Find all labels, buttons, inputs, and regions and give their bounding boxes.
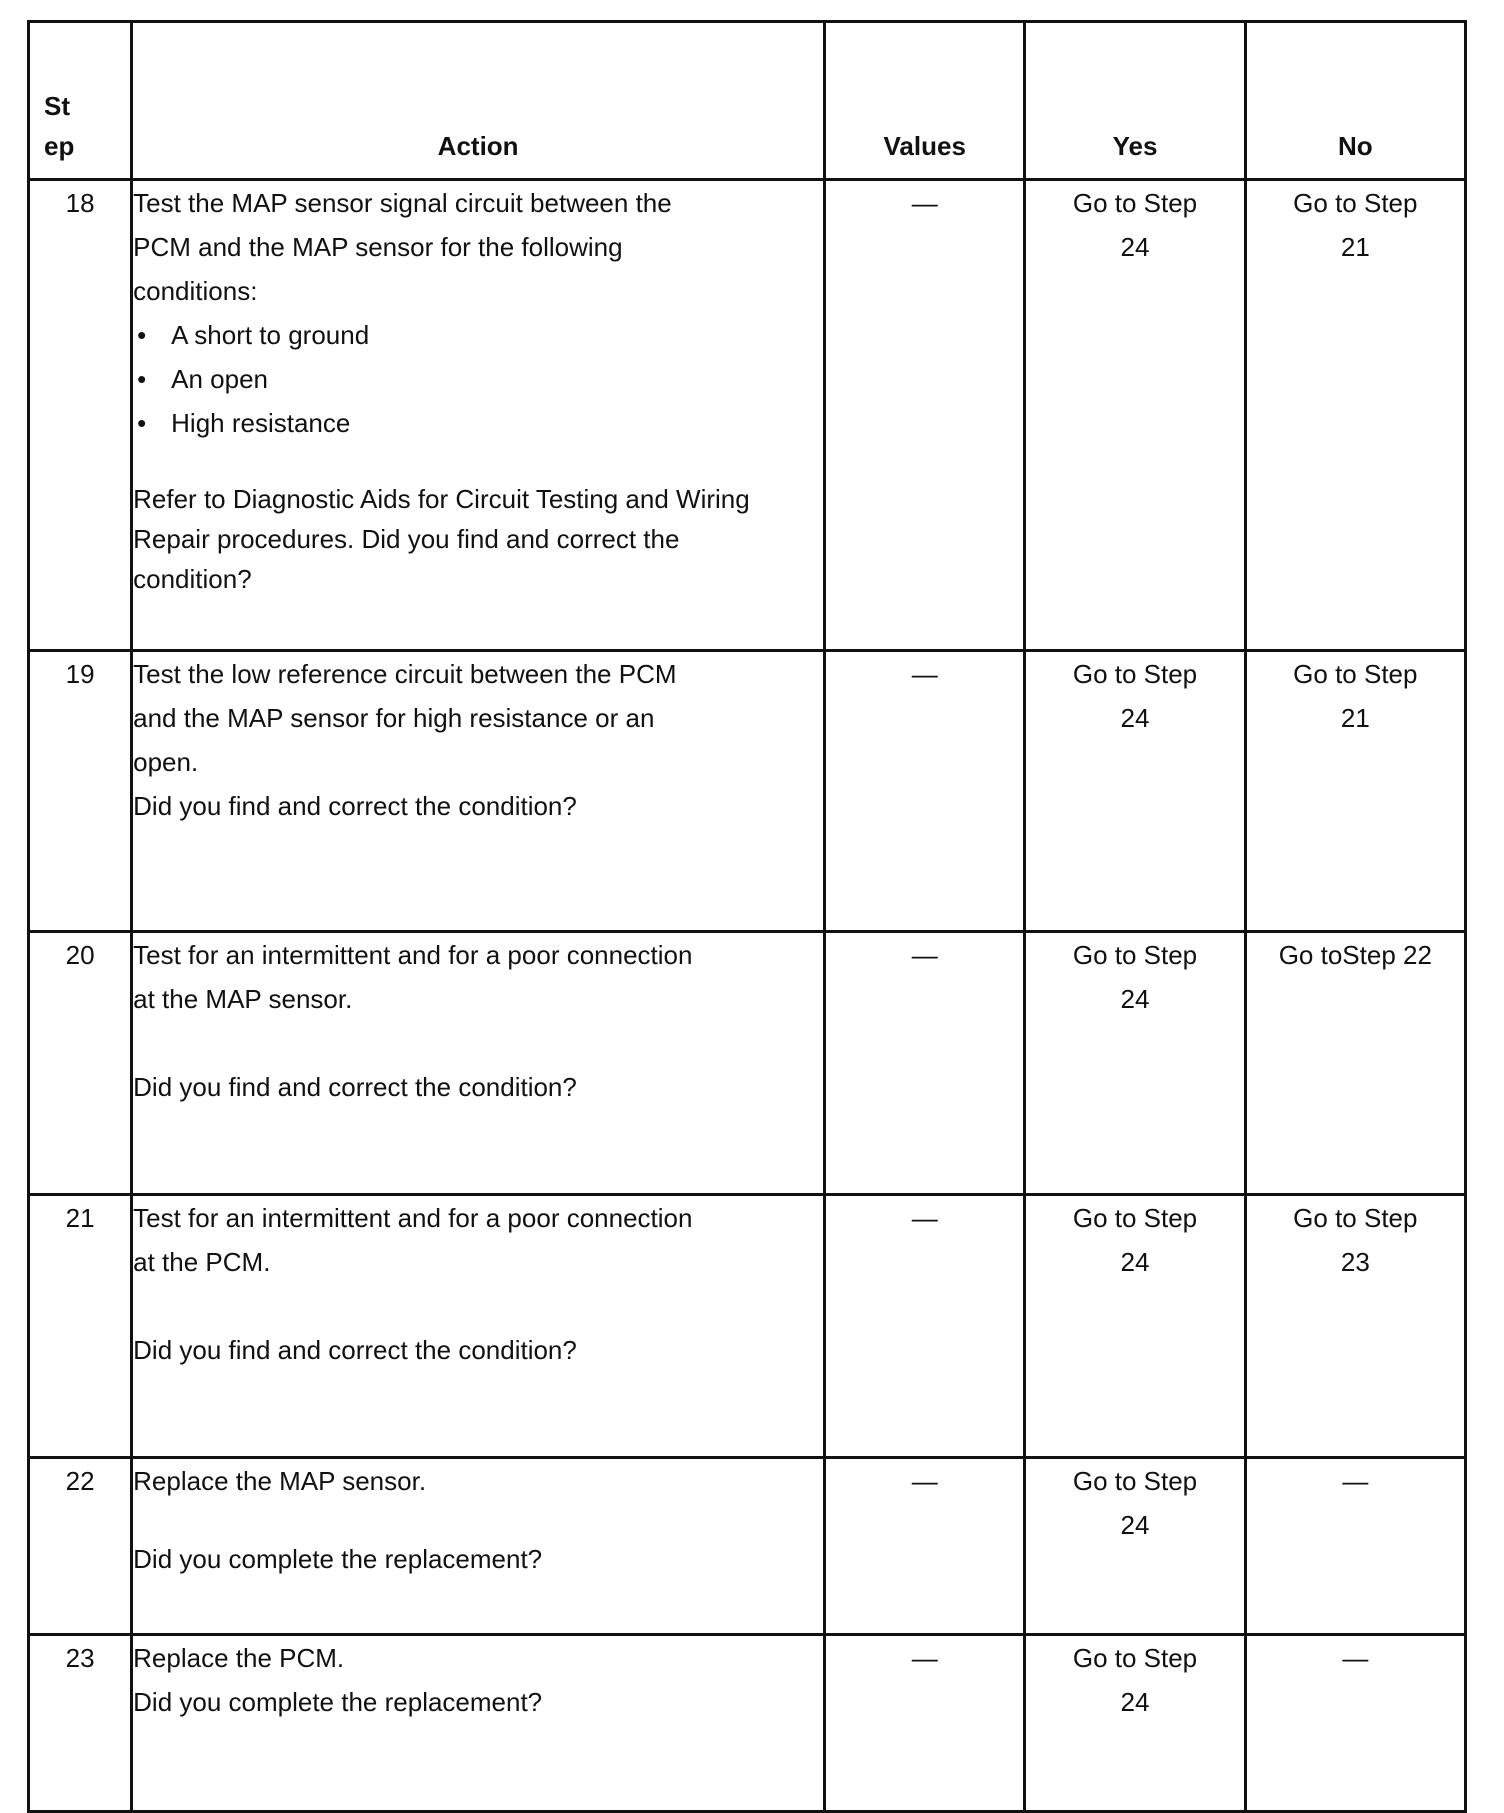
action-cell [132,651,825,932]
action-question: Did you complete the replacement? [133,1687,543,1717]
bullet-dot-icon: • [137,364,147,394]
yes-goto-label: Go to Step [1072,659,1198,689]
no-cell [1245,180,1465,651]
yes-goto-step: 24 [1120,1510,1150,1540]
header-no: No [1245,22,1465,180]
bullet-text: A short to ground [171,320,370,350]
header-values: Values [825,22,1025,180]
action-cell [132,1635,825,1812]
yes-goto-step: 24 [1120,232,1150,262]
action-line: conditions: [133,276,258,306]
no-goto-label: Go to Step [1293,188,1418,218]
bullet-item [133,401,823,445]
values-dash: — [911,1466,938,1496]
yes-cell [1025,1195,1245,1458]
bullet-dot-icon: • [137,320,147,350]
action-line: Test the MAP sensor signal circuit between the [133,188,672,218]
no-cell [1245,1195,1465,1458]
values-cell [825,180,1025,651]
values-cell [825,932,1025,1195]
table-row-step-22 [29,1458,1466,1635]
table-row-step-20 [29,932,1466,1195]
bullet-dot-icon: • [137,408,147,438]
yes-goto-label: Go to Step [1072,1203,1198,1233]
header-row [29,22,1466,180]
action-question: Did you find and correct the condition? [133,791,577,821]
yes-cell [1025,932,1245,1195]
no-goto-step: 21 [1340,703,1370,733]
no-goto-label: Go toStep 22 [1278,940,1432,970]
action-line: Refer to Diagnostic Aids for Circuit Testing and Wiring [133,484,750,514]
step-number: 20 [29,932,132,1195]
action-line: open. [133,747,199,777]
header-yes: Yes [1025,22,1245,180]
no-cell [1245,1458,1465,1635]
bullet-text: High resistance [171,408,351,438]
action-line: at the PCM. [133,1247,271,1277]
no-cell [1245,651,1465,932]
action-line: Test the low reference circuit between the PCM [133,659,677,689]
yes-cell [1025,651,1245,932]
yes-goto-label: Go to Step [1072,1466,1198,1496]
action-question: Did you find and correct the condition? [133,1335,577,1365]
step-number: 19 [29,651,132,932]
action-question: Did you find and correct the condition? [133,1072,577,1102]
values-dash: — [911,1643,938,1673]
step-number: 23 [29,1635,132,1812]
action-cell [132,1458,825,1635]
action-line: Replace the MAP sensor. [133,1466,427,1496]
action-line: Test for an intermittent and for a poor connection [133,940,693,970]
action-line: Replace the PCM. [133,1643,345,1673]
action-question: Did you complete the replacement? [133,1544,543,1574]
no-goto-step: 21 [1340,232,1370,262]
values-cell [825,651,1025,932]
step-number: 22 [29,1458,132,1635]
header-step-line1: St [44,91,70,121]
values-dash: — [911,188,938,218]
no-dash: — [1342,1466,1369,1496]
bullet-item [133,357,823,401]
no-cell [1245,932,1465,1195]
yes-goto-step: 24 [1120,984,1150,1014]
yes-cell [1025,1458,1245,1635]
yes-goto-step: 24 [1120,1247,1150,1277]
action-line: Test for an intermittent and for a poor connection [133,1203,693,1233]
yes-cell [1025,180,1245,651]
action-line: at the MAP sensor. [133,984,353,1014]
no-cell [1245,1635,1465,1812]
values-cell [825,1195,1025,1458]
action-line: PCM and the MAP sensor for the following [133,232,623,262]
values-cell [825,1635,1025,1812]
yes-goto-label: Go to Step [1072,1643,1198,1673]
action-line: condition? [133,564,252,594]
table-row-step-19 [29,651,1466,932]
header-step [29,22,132,180]
yes-goto-step: 24 [1120,703,1150,733]
yes-goto-label: Go to Step [1072,940,1198,970]
no-goto-step: 23 [1340,1247,1370,1277]
table-row-step-18 [29,180,1466,651]
action-cell [132,180,825,651]
action-cell [132,932,825,1195]
bullet-text: An open [171,364,269,394]
values-dash: — [911,940,938,970]
yes-goto-step: 24 [1120,1687,1150,1717]
values-dash: — [911,1203,938,1233]
diagnostic-table [27,20,1467,1813]
no-goto-label: Go to Step [1293,659,1418,689]
action-line: and the MAP sensor for high resistance or an [133,703,655,733]
no-goto-label: Go to Step [1293,1203,1418,1233]
action-cell [132,1195,825,1458]
table-row-step-23 [29,1635,1466,1812]
action-line: Repair procedures. Did you find and correct the [133,524,680,554]
header-action: Action [132,22,825,180]
yes-goto-label: Go to Step [1072,188,1198,218]
yes-cell [1025,1635,1245,1812]
step-number: 21 [29,1195,132,1458]
no-dash: — [1342,1643,1369,1673]
table-row-step-21 [29,1195,1466,1458]
step-number: 18 [29,180,132,651]
values-cell [825,1458,1025,1635]
header-step-line2: ep [44,131,75,161]
bullet-item [133,313,823,357]
values-dash: — [911,659,938,689]
